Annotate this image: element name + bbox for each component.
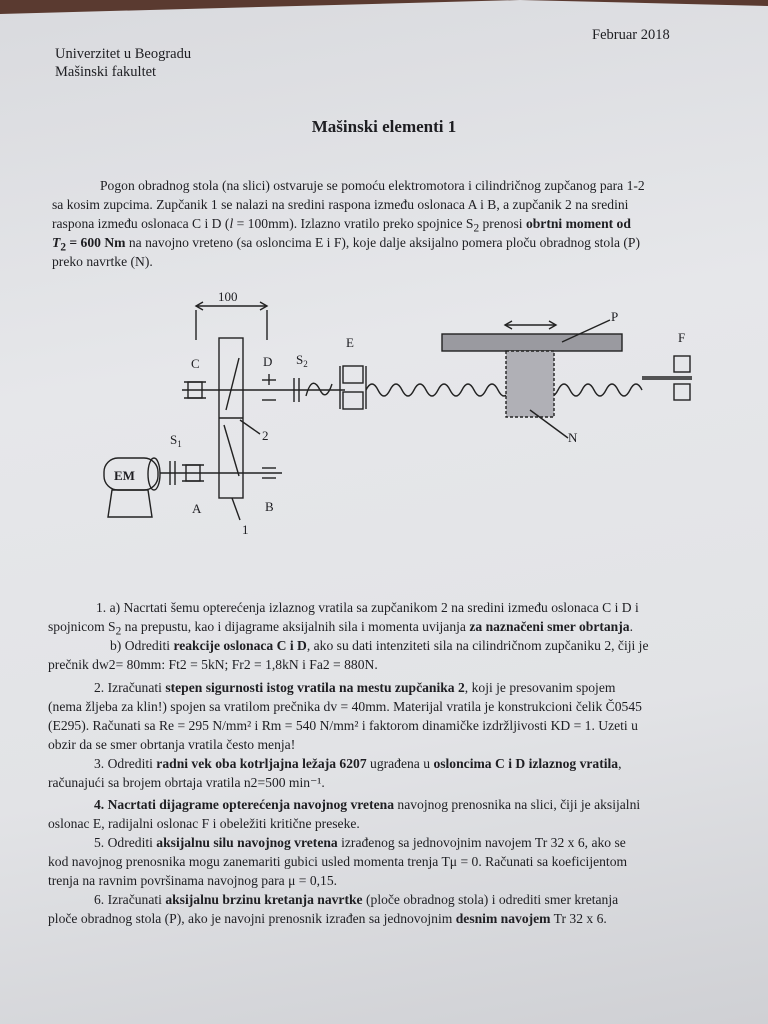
label-s2: $S_2$: [296, 352, 308, 369]
intro-line-2: sa kosim zupcima. Zupčanik 1 se nalazi na sredini raspona između oslonaca A i B, a zupčanik 2 na sredini: [52, 197, 629, 212]
question-1a-line-2: spojnicom $S_2$ na prepustu, kao i dijagrame aksijalnih sila i momenta uvijanja za naznačeni smer obrtanja.: [48, 619, 633, 638]
exam-date: Februar 2018: [592, 27, 670, 43]
question-1a-line-1: 1. a) Nacrtati šemu opterećenja izlaznog vratila sa zupčanikom 2 na sredini između oslonaca C i D i: [96, 600, 639, 615]
question-6-line-2: ploče obradnog stola (P), ako je navojni prenosnik izrađen sa jednovojnim desnim navojem Tr 32 x 6.: [48, 911, 607, 926]
label-p: P: [611, 309, 619, 324]
label-f: F: [678, 330, 686, 345]
label-b: B: [265, 499, 274, 514]
label-gear-2: 2: [262, 428, 269, 443]
label-gear-1: 1: [242, 522, 249, 537]
label-n: N: [568, 430, 578, 445]
page-title: Mašinski elementi 1: [311, 117, 457, 136]
question-2-line-2: (nema žljeba za klin!) spojen sa vratilom prečnika dv = 40mm. Materijal vratila je konstrukcioni čelik Č0545: [48, 699, 642, 714]
intro-line-5: preko navrtke (N).: [52, 254, 153, 269]
dimension-100-label: 100: [218, 289, 238, 304]
question-2-line-3: (E295). Računati sa Re = 295 N/mm² i Rm = 540 N/mm² i faktorom dinamičke izdržljivosti KD = 1. Uzeti u: [48, 718, 638, 733]
question-3-line-1: 3. Odrediti radni vek oba kotrljajna ležaja 6207 ugrađena u osloncima C i D izlaznog vratila,: [94, 756, 622, 771]
table-plate-p: [442, 334, 622, 351]
label-em: EM: [114, 468, 135, 483]
university-name: Univerzitet u Beogradu: [55, 46, 192, 62]
question-5-line-2: kod navojnog prenosnika mogu zanemariti gubici usled momenta trenja Tμ = 0. Računati sa koeficijentom: [48, 854, 628, 869]
intro-line-1: Pogon obradnog stola (na slici) ostvaruje se pomoću elektromotora i cilindričnog zupčanog para 1-2: [100, 178, 645, 193]
lead-screw: [366, 384, 642, 396]
label-e: E: [346, 335, 354, 350]
question-4-line-2: oslonac E, radijalni oslonac F i obeležiti kritične preseke.: [48, 816, 360, 831]
question-5-line-3: trenja na ravnim površinama navojnog para μ = 0,15.: [48, 873, 338, 888]
question-6-line-1: 6. Izračunati aksijalnu brzinu kretanja navrtke (ploče obradnog stola) i odrediti smer kretanja: [94, 892, 619, 907]
faculty-name: Mašinski fakultet: [55, 64, 157, 80]
label-s1: $S_1$: [170, 432, 182, 449]
question-3-line-2: računajući sa brojem obrtaja vratila n2=500 min⁻¹.: [48, 775, 325, 790]
question-1b-line-2: prečnik dw2= 80mm: Ft2 = 5kN; Fr2 = 1,8kN i Fa2 = 880N.: [48, 657, 378, 672]
nut-n: [506, 351, 554, 417]
label-d: D: [263, 354, 273, 369]
drive-diagram: [0, 270, 768, 550]
label-c: C: [191, 356, 200, 371]
question-2-line-1: 2. Izračunati stepen sigurnosti istog vratila na mestu zupčanika 2, koji je presovanim spojem: [94, 680, 616, 695]
intro-line-3: raspona između oslonaca C i D (l = 100mm). Izlazno vratilo preko spojnice $S_2$ prenosi obrtni moment od: [52, 216, 631, 235]
question-4-line-1: 4. Nacrtati dijagrame opterećenja navojnog vretena navojnog prenosnika na slici, čiji je aksijalni: [94, 797, 641, 812]
question-2-line-4: obzir da se smer obrtanja vratila često menja!: [48, 737, 296, 752]
question-1b-line-1: b) Odrediti reakcije oslonaca C i D, ako su dati intenziteti sila na cilindričnom zupčaniku 2, čiji je: [110, 638, 649, 653]
question-5-line-1: 5. Odrediti aksijalnu silu navojnog vretena izrađenog sa jednovojnim navojem Tr 32 x 6, ako se: [94, 835, 626, 850]
intro-line-4: $T_2 = 600$ Nm na navojno vreteno (sa osloncima E i F), koje dalje aksijalno pomera ploču obradnog stola (P): [52, 235, 641, 254]
label-a: A: [192, 501, 202, 516]
